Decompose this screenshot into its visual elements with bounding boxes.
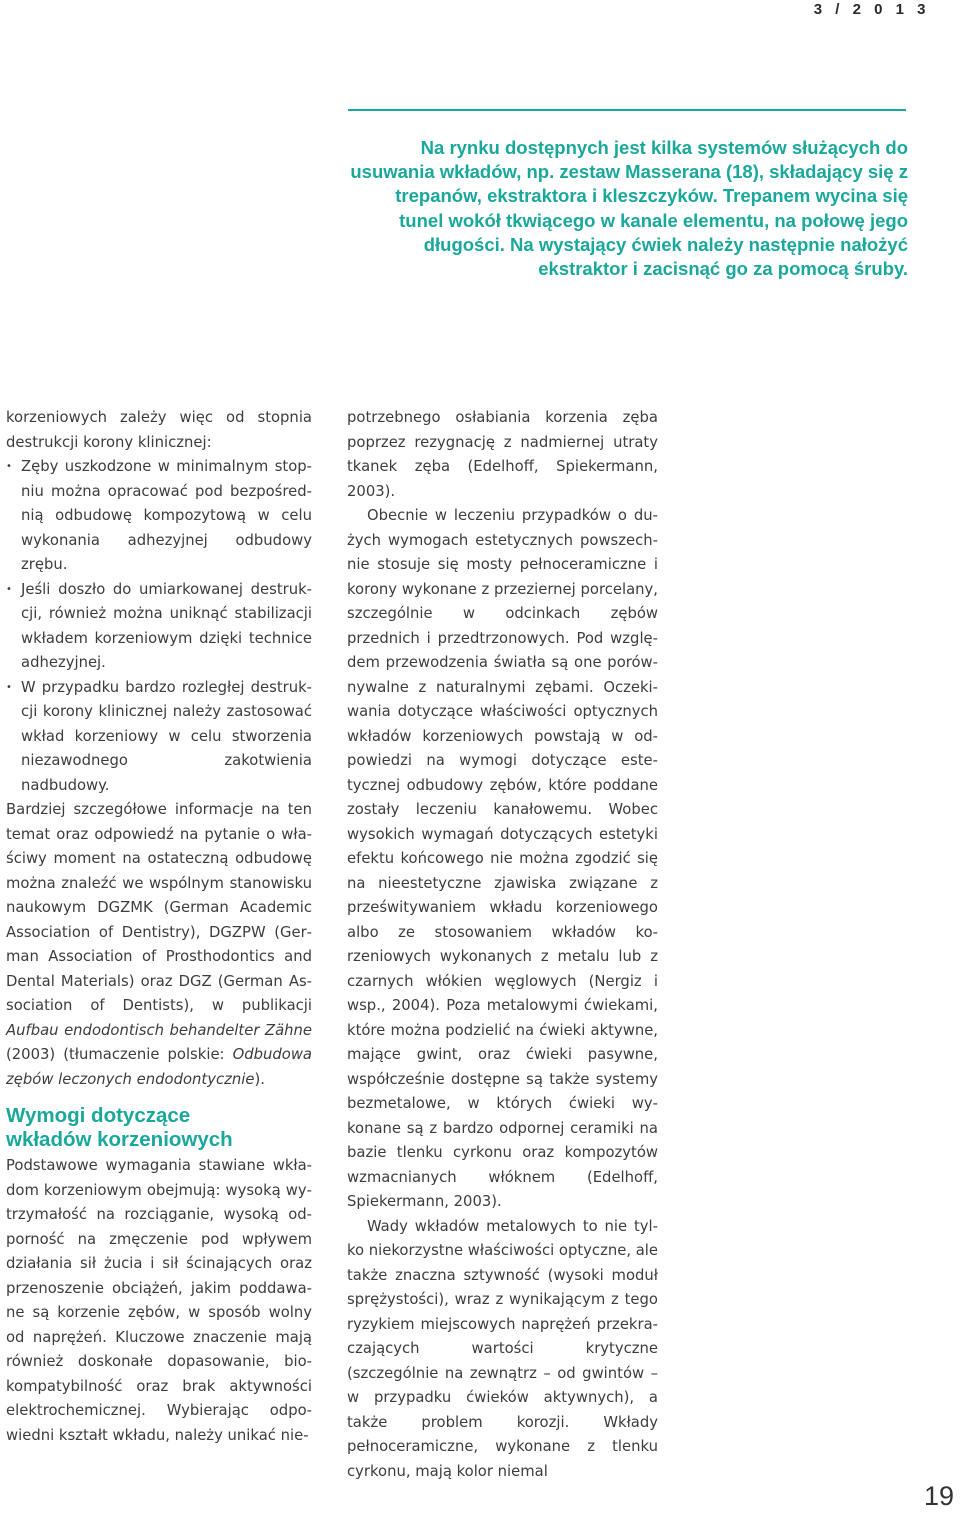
publication-title: Aufbau endodontisch behandelter Zähne — [6, 1021, 312, 1039]
bullet-list — [6, 455, 312, 798]
bullet-icon: • — [6, 461, 12, 472]
pullquote-rule — [348, 109, 906, 111]
bullet-icon: • — [6, 583, 12, 595]
details-paragraph — [6, 798, 312, 1092]
bullet-text: W przypadku bardzo rozległej destrukcji korony klinicznej należy zastosować wkład korzeniowy w celu stworzenia niezawodnego zakotwienia nadbudowy. — [21, 678, 312, 794]
right-paragraph-2: Obecnie w leczeniu przypadków o dużych wymogach estetycznych powszechnie stosuje się mosty pełnoceramiczne i korony wykonane z przeziernej porcelany, szczególnie w odcinkach zębów przednich i przedtrzonowych. Pod względem przewodzenia światła są one porównywalne z naturalnymi zębami. Oczekiwania dotyczące właściwości optycznych wkładów korzeniowych powstają w odpowiedzi na wymogi dotyczące estetycznej odbudowy zębów, które poddane zostały leczeniu kanałowemu. Wobec wysokich wymagań dotyczących estetyki efektu końcowego nie można zgodzić się na nieestetyczne zjawiska związane z prześwitywaniem wkładu korzeniowego albo ze stosowaniem wkładów korzeniowych wykonanych z metalu lub z czarnych włókien węglowych (Nergiz i wsp., 2004). Poza metalowymi ćwiekami, które można podzielić na ćwieki aktywne, mające gwint, oraz ćwieki pasywne, współcześnie dostępne są także systemy bezmetalowe, w których ćwieki wykonane są z bardzo odpornej ceramiki na bazie tlenku cyrkonu oraz kompozytów wzmacnianych włóknem (Edelhoff, Spiekermann, 2003). — [347, 507, 658, 1210]
right-column — [347, 406, 658, 1484]
details-text-suffix: ). — [254, 1070, 265, 1088]
details-text-mid: (2003) (tłumaczenie polskie: — [6, 1046, 233, 1063]
bullet-icon: • — [6, 681, 12, 693]
bullet-item — [6, 676, 312, 799]
pullquote: Na rynku dostępnych jest kilka systemów służących do usuwania wkładów, np. zestaw Masserana (18), składający się z trepanów, ekstraktora i kleszczyków. Trepanem wycina się tunel wokół tkwiącego w kanale elementu, na połowę jego długości. Na wystający ćwiek należy następnie nałożyć ekstraktor i zacisnąć go za pomocą śruby. — [350, 137, 908, 280]
left-column — [6, 406, 312, 1448]
left-intro-paragraph: korzeniowych zależy więc od stopnia destrukcji korony klinicznej: — [6, 409, 312, 451]
bullet-item — [6, 578, 312, 676]
bullet-text: Zęby uszkodzone w minimalnym stopniu można opracować pod bezpośrednią odbudowę kompozytową w celu wykonania adhezyjnej odbudowy zrębu. — [21, 458, 312, 573]
publication-translation: Odbudowa zębów leczonych endodontycznie — [6, 1046, 312, 1088]
bullet-text: Jeśli doszło do umiarkowanej destrukcji, również można uniknąć stabilizacji wkładem korzeniowym dzięki technice adhezyjnej. — [21, 580, 312, 671]
details-text-prefix: Bardziej szczegółowe informacje na ten temat oraz odpowiedź na pytanie o właściwy moment na ostateczną odbudowę można znaleźć we wspólnym stanowisku naukowym DGZMK (German Academic Association of Dentistry), DGZPW (German Association of Prosthodontics and Dental Materials) oraz DGZ (German Association of Dentists), w publikacji — [6, 801, 312, 1014]
issue-number: 3 / 2 0 1 3 — [813, 1, 930, 18]
right-paragraph-3: Wady wkładów metalowych to nie tylko niekorzystne właściwości optyczne, ale także znaczna sztywność (wysoki moduł sprężystości), wraz z wynikającym z tego ryzykiem miejscowych naprężeń przekraczających wartości krytyczne (szczególnie na zewnątrz – od gwintów – w przypadku ćwieków aktywnych), a także problem korozji. Wkłady pełnoceramiczne, wykonane z tlenku cyrkonu, mają kolor niemal — [347, 1217, 659, 1480]
section-heading-line1: Wymogi dotyczące — [6, 1104, 191, 1127]
right-paragraph-1: potrzebnego osłabiania korzenia zęba poprzez rezygnację z nadmiernej utraty tkanek zęba (Edelhoff, Spiekermann, 2003). — [347, 409, 658, 500]
page-number: 19 — [923, 1481, 954, 1511]
bullet-item — [6, 455, 312, 578]
section-heading — [6, 1104, 312, 1152]
requirements-paragraph: Podstawowe wymagania stawiane wkładom korzeniowym obejmują: wysoką wytrzymałość na rozciąganie, wysoką odporność na zmęczenie pod wpływem działania sił żucia i sił ścinających oraz przenoszenie obciążeń, jakim poddawane są korzenie zębów, w sposób wolny od naprężeń. Kluczowe znaczenie mają również doskonałe dopasowanie, biokompatybilność oraz brak aktywności elektrochemicznej. Wybierając odpowiedni kształt wkładu, należy unikać nie- — [6, 1157, 312, 1444]
section-heading-line2: wkładów korzeniowych — [6, 1128, 233, 1151]
